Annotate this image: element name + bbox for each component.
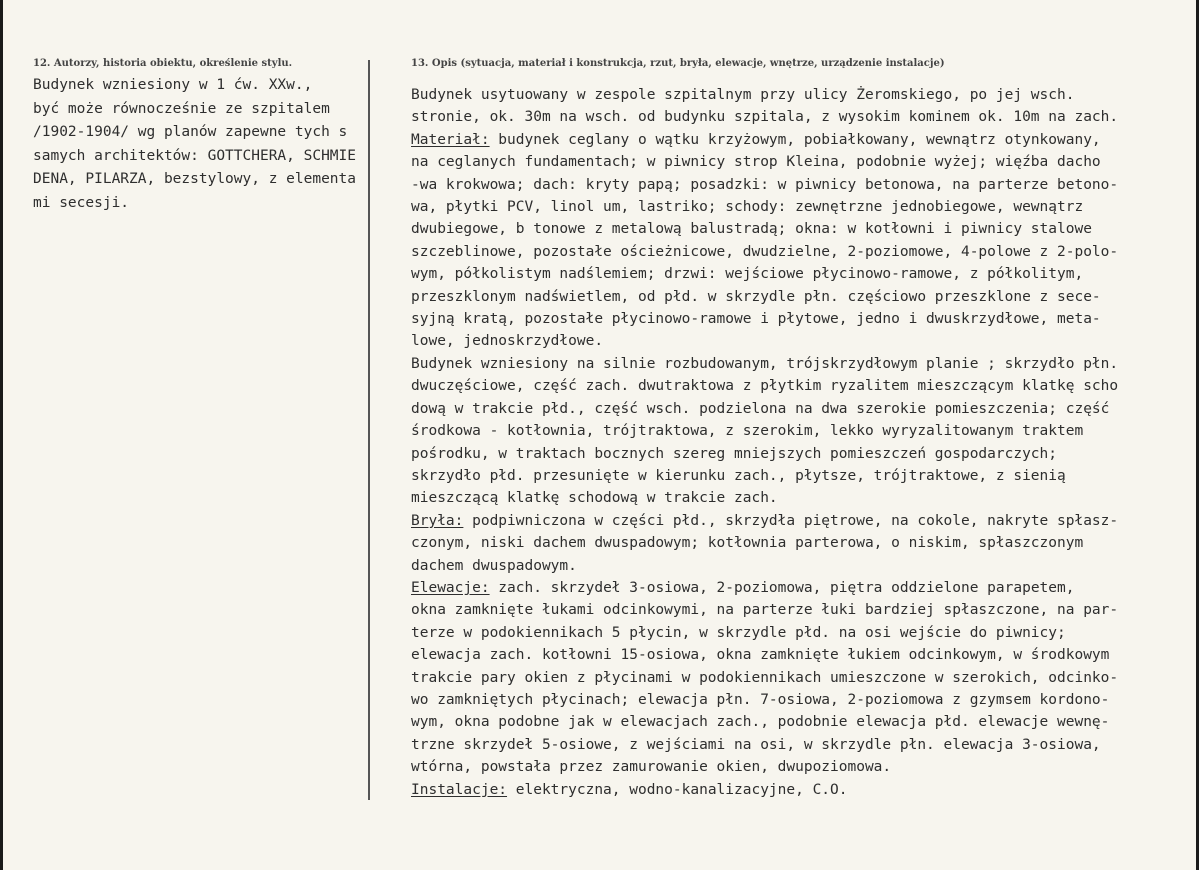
text-line (411, 174, 1199, 196)
text-line (411, 308, 1199, 330)
text-line: być może równocześnie ze szpitalem (33, 100, 330, 117)
text-line (411, 443, 1199, 465)
section-keyword: Elewacje: (411, 579, 490, 596)
line-text: dową w trakcie płd., część wsch. podzielona na dwa szerokie pomieszczenia; część (411, 400, 1110, 417)
text-line (411, 622, 1199, 644)
section-keyword: Bryła: (411, 512, 464, 529)
line-text: trakcie pary okien z płycinami w podokiennikach umieszczone w szerokich, odcinko- (411, 669, 1119, 686)
line-text: przeszklonym nadświetlem, od płd. w skrzydle płn. częściowo przeszklone z sece- (411, 288, 1101, 305)
line-text: na ceglanych fundamentach; w piwnicy strop Kleina, podobnie wyżej; więźba dacho (411, 154, 1101, 171)
line-text: elewacja zach. kotłowni 15-osiowa, okna zamknięte łukiem odcinkowym, w środkowym (411, 647, 1110, 664)
line-text: wym, półkolistym nadślemiem; drzwi: wejściowe płycinowo-ramowe, z półkolitym, (411, 266, 1084, 283)
line-text: Budynek usytuowany w zespole szpitalnym przy ulicy Żeromskiego, po jej wsch. (411, 87, 1075, 103)
section-12-text (33, 74, 373, 216)
line-text: wym, okna podobne jak w elewacjach zach., podobnie elewacja płd. elewacje wewnę- (411, 714, 1110, 731)
text-line (411, 84, 1199, 106)
line-text: dwubiegowe, b tonowe z metalową balustradą; okna: w kotłowni i piwnicy stalowe (411, 221, 1092, 238)
line-text: elektryczna, wodno-kanalizacyjne, C.O. (507, 781, 848, 798)
text-line (411, 779, 1199, 801)
text-line (411, 465, 1199, 487)
line-text: dwuczęściowe, część zach. dwutraktowa z płytkim ryzalitem mieszczącym klatkę scho (411, 378, 1119, 395)
text-line (411, 599, 1199, 621)
line-text: stronie, ok. 30m na wsch. od budynku szpitala, z wysokim kominem ok. 10m na zach. (411, 109, 1119, 126)
text-line (411, 577, 1199, 599)
text-line (411, 487, 1199, 509)
text-line: Budynek wzniesiony w 1 ćw. XXw., (33, 77, 313, 93)
line-text: pośrodku, w traktach bocznych szereg mniejszych pomieszczeń gospodarczych; (411, 445, 1058, 462)
text-line: samych architektów: GOTTCHERA, SCHMIE (33, 147, 357, 164)
text-line: DENA, PILARZA, bezstylowy, z elementa (33, 171, 357, 188)
section-keyword: Materiał: (411, 131, 490, 148)
text-line (411, 756, 1199, 778)
text-line (411, 555, 1199, 577)
text-line (411, 286, 1199, 308)
section-13-text (411, 84, 1199, 801)
text-line (411, 667, 1199, 689)
text-line (411, 398, 1199, 420)
line-text: -wa krokwowa; dach: kryty papą; posadzki: w piwnicy betonowa, na parterze betono- (411, 176, 1119, 193)
text-line (411, 420, 1199, 442)
line-text: szczeblinowe, pozostałe ościeżnicowe, dwudzielne, 2-poziomowe, 4-polowe z 2-polo- (411, 243, 1119, 260)
line-text: wo zamkniętych płycinach; elewacja płn. 7-osiowa, 2-poziomowa z gzymsem kordono- (411, 691, 1110, 708)
line-text: środkowa - kotłownia, trójtraktowa, z szerokim, lekko wyryzalitowanym traktem (411, 423, 1084, 440)
text-line (411, 330, 1199, 352)
text-line: /1902-1904/ wg planów zapewne tych s (33, 124, 348, 141)
line-text: podpiwniczona w części płd., skrzydła piętrowe, na cokole, nakryte spłasz- (463, 512, 1119, 529)
line-text: dachem dwuspadowym. (411, 557, 577, 574)
section-12-header: 12. Autorzy, historia obiektu, określenie stylu. (33, 58, 293, 69)
scan-edge-left (0, 0, 3, 870)
text-line (411, 375, 1199, 397)
text-line (411, 689, 1199, 711)
text-line (411, 263, 1199, 285)
line-text: Budynek wzniesiony na silnie rozbudowanym, trójskrzydłowym planie ; skrzydło płn. (411, 355, 1119, 372)
text-line (411, 129, 1199, 151)
line-text: czonym, niski dachem dwuspadowym; kotłownia parterowa, o niskim, spłaszczonym (411, 535, 1084, 552)
line-text: trzne skrzydeł 5-osiowe, z wejściami na osi, w skrzydle płn. elewacja 3-osiowa, (411, 736, 1101, 753)
section-keyword: Instalacje: (411, 781, 508, 798)
line-text: budynek ceglany o wątku krzyżowym, pobiałkowany, wewnątrz otynkowany, (489, 131, 1101, 148)
text-line (411, 644, 1199, 666)
text-line (411, 218, 1199, 240)
line-text: okna zamknięte łukami odcinkowymi, na parterze łuki bardziej spłaszczone, na par- (411, 602, 1119, 619)
text-line (411, 734, 1199, 756)
line-text: syjną kratą, pozostałe płycinowo-ramowe i płytowe, jedno i dwuskrzydłowe, meta- (411, 311, 1101, 328)
line-text: lowe, jednoskrzydłowe. (411, 333, 604, 350)
section-13-header: 13. Opis (sytuacja, materiał i konstrukcja, rzut, bryła, elewacje, wnętrze, urządzenie instalacje) (411, 58, 945, 69)
line-text: skrzydło płd. przesunięte w kierunku zach., płytsze, trójtraktowe, z sienią (411, 467, 1066, 484)
text-line: mi secesji. (33, 194, 130, 211)
line-text: wa, płytki PCV, linol um, lastriko; schody: zewnętrzne jednobiegowe, wewnątrz (411, 199, 1084, 216)
text-line (411, 711, 1199, 733)
line-text: wtórna, powstała przez zamurowanie okien, dwupoziomowa. (411, 759, 892, 776)
text-line (411, 532, 1199, 554)
line-text: mieszczącą klatkę schodową w trakcie zach. (411, 490, 778, 507)
line-text: terze w podokiennikach 5 płycin, w skrzydle płd. na osi wejście do piwnicy; (411, 624, 1066, 641)
text-line (411, 241, 1199, 263)
text-line (411, 151, 1199, 173)
text-line (411, 196, 1199, 218)
line-text: zach. skrzydeł 3-osiowa, 2-poziomowa, piętra oddzielone parapetem, (489, 579, 1075, 596)
text-line (411, 510, 1199, 532)
text-line (411, 353, 1199, 375)
text-line (411, 106, 1199, 128)
